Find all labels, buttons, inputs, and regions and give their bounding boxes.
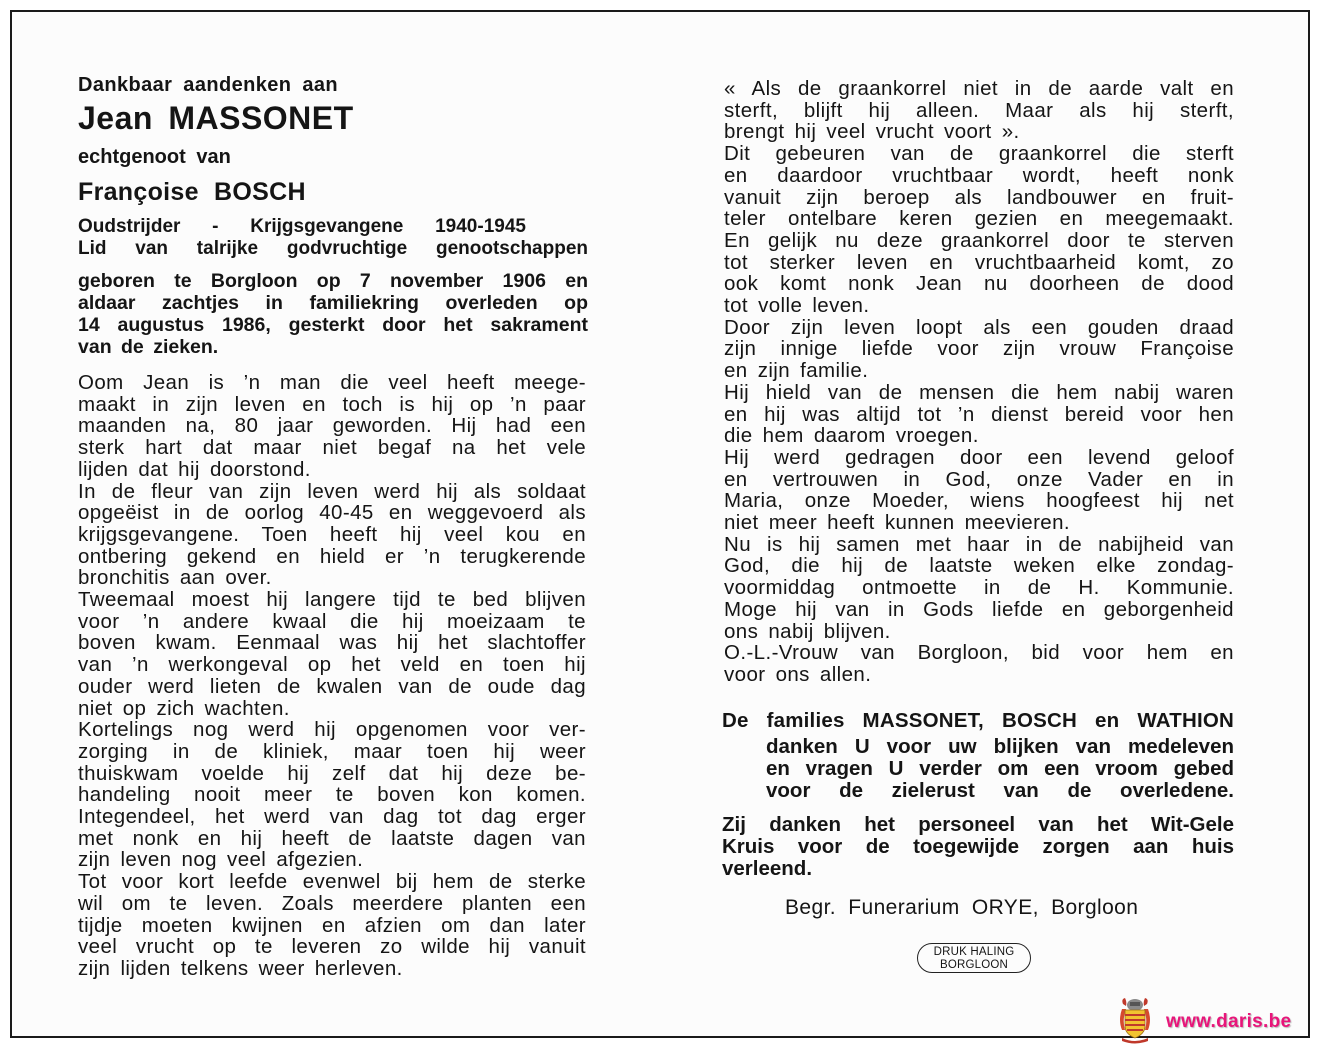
paragraph-line: voor ons allen. (724, 662, 872, 686)
paragraph (724, 534, 1234, 643)
paragraph-line: sterft, blijft hij alleen. Maar als hij sterft, (724, 98, 1234, 122)
paragraph-line: ouder werd lieten de kwalen van de oude dag (78, 674, 586, 698)
paragraph-line: voor ’n andere kwaal die hij moeizaam te (78, 609, 586, 633)
paragraph-line: niet meer heeft kunnen meevieren. (724, 511, 1070, 535)
paragraph-line: zijn lijden telkens weer herleven. (78, 956, 403, 980)
printer-stamp-line: DRUK HALING (933, 946, 1015, 958)
paragraph-line: Door zijn leven loopt als een gouden draad (724, 315, 1234, 339)
families-thanks (766, 736, 1234, 802)
title-years: 1940-1945 (435, 216, 526, 237)
paragraph-line: wil om te leven. Zoals meerdere planten een (78, 891, 586, 915)
paragraph-line: ons nabij blijven. (724, 619, 891, 643)
paragraph-line: vanuit zijn beroep als landbouwer en fruit- (724, 185, 1234, 209)
thanks-block (722, 708, 1234, 880)
paragraph-line: boven kwam. Eenmaal was hij het slachtoffer (78, 631, 586, 655)
title-dash: - (212, 216, 219, 237)
life-dates-line: aldaar zachtjes in familiekring overleden op (78, 292, 588, 314)
printer-stamp-line: BORGLOON (939, 958, 1009, 971)
paragraph-line: Tot voor kort leefde evenwel bij hem de sterke (78, 870, 586, 894)
intro-line: Dankbaar aandenken aan (78, 74, 339, 96)
title-societies: Lid van talrijke godvruchtige genootschappen (78, 238, 588, 259)
coat-of-arms-icon (1118, 996, 1152, 1044)
paragraph-line: voormiddag ontmoette in de H. Kommunie. (724, 576, 1234, 600)
paragraph-line: bronchitis aan over. (78, 566, 272, 590)
paragraph (78, 871, 586, 980)
families-thanks-line: voor de zielerust van de overledene. (766, 779, 1234, 802)
paragraph (78, 372, 586, 481)
title-veteran: Oudstrijder (78, 216, 181, 237)
life-dates (78, 270, 588, 358)
paragraph-line: God, die hij de laatste weken elke zondag- (724, 554, 1234, 578)
watermark (1118, 996, 1152, 1044)
paragraph-line: Kortelings nog werd hij opgenomen voor ver- (78, 718, 586, 742)
paragraph-line: maakt in zijn leven en toch is hij op ’n paar (78, 392, 586, 416)
deceased-name: Jean MASSONET (78, 100, 354, 136)
staff-thanks-line: verleend. (722, 857, 813, 880)
paragraph (78, 719, 586, 871)
paragraph-line: zorging in de kliniek, maar toen hij weer (78, 739, 586, 763)
paragraph-line: Maria, onze Moeder, wiens hoogfeest hij net (724, 489, 1234, 513)
paragraph-line: « Als de graankorrel niet in de aarde valt en (724, 77, 1234, 100)
paragraph (724, 642, 1234, 685)
paragraph-line: en vertrouwen in God, onze Vader en in (724, 467, 1234, 491)
paragraph-line: zijn leven nog veel afgezien. (78, 848, 364, 872)
paragraph-line: teler ontelbare keren gezien en meegemaakt. (724, 207, 1234, 231)
watermark-url: www.daris.be (1166, 1011, 1292, 1032)
paragraph-line: ontbering gekend en hield er ’n terugkerende (78, 544, 586, 568)
paragraph (724, 143, 1234, 317)
paragraph-line: Oom Jean is ’n man die veel heeft meege- (78, 371, 586, 394)
spouse-label: echtgenoot van (78, 146, 231, 168)
funeral-home: Begr. Funerarium ORYE, Borgloon (785, 896, 1139, 919)
spouse-name: Françoise BOSCH (78, 178, 306, 206)
paragraph (78, 481, 586, 590)
paragraph-line: met nonk en hij heeft de laatste dagen van (78, 826, 586, 850)
paragraph-line: ook komt nonk Jean nu doorheen de dood (724, 272, 1234, 296)
families-thanks-line: en vragen U verder om een vroom gebed (766, 757, 1234, 780)
paragraph-line: opgeëist in de oorlog 40-45 en weggevoerd als (78, 501, 586, 525)
paragraph-line: handeling nooit meer te boven kon komen. (78, 783, 586, 807)
titles-block (78, 216, 588, 260)
paragraph (78, 589, 586, 719)
paragraph-line: en hij was altijd tot ’n dienst bereid voor hen (724, 402, 1234, 426)
paragraph-line: veel vrucht op te leveren zo wilde hij vanuit (78, 935, 586, 959)
paragraph-line: Tweemaal moest hij langere tijd te bed blijven (78, 588, 586, 612)
paragraph-line: en zijn familie. (724, 359, 869, 383)
paragraph-line: tijdje moeten kwijnen en afzien om dan later (78, 913, 586, 937)
paragraph-line: maanden na, 80 jaar geworden. Hij had een (78, 414, 586, 438)
staff-thanks (722, 814, 1234, 880)
paragraph-line: Integendeel, het werd van dag tot dag erger (78, 805, 586, 829)
printer-stamp (917, 943, 1031, 973)
families-line: De families MASSONET, BOSCH en WATHION (722, 709, 1234, 732)
paragraph-line: En gelijk nu deze graankorrel door te sterven (724, 228, 1234, 252)
paragraph-line: zijn innige liefde voor zijn vrouw Françoise (724, 337, 1234, 361)
right-page (724, 78, 1236, 686)
paragraph (724, 317, 1234, 382)
right-body-text (724, 78, 1234, 686)
paragraph-line: tot volle leven. (724, 294, 870, 318)
paragraph-line: thuiskwam voelde hij zelf dat hij deze be- (78, 761, 586, 785)
left-page (78, 72, 588, 980)
title-row-veteran (78, 216, 526, 238)
paragraph-line: die hem daarom vroegen. (724, 424, 979, 448)
paragraph (724, 78, 1234, 143)
paragraph-line: brengt hij veel vrucht voort ». (724, 120, 1020, 144)
life-dates-line: van de zieken. (78, 336, 219, 358)
paragraph-line: Nu is hij samen met haar in de nabijheid van (724, 532, 1234, 556)
paragraph-line: lijden dat hij doorstond. (78, 457, 311, 481)
paragraph-line: en daardoor vruchtbaar wordt, heeft nonk (724, 163, 1234, 187)
paragraph-line: niet op zich wachten. (78, 696, 290, 720)
paragraph-line: sterk hart dat maar niet begaf na het vele (78, 436, 586, 460)
paragraph-line: Dit gebeuren van de graankorrel die sterft (724, 142, 1234, 166)
staff-thanks-line: Kruis voor de toegewijde zorgen aan huis (722, 835, 1234, 858)
left-body-text (78, 372, 586, 980)
paragraph-line: van ’n werkongeval op het veld en toen hij (78, 653, 586, 677)
paragraph (724, 447, 1234, 534)
paragraph-line: O.-L.-Vrouw van Borgloon, bid voor hem en (724, 641, 1234, 665)
paragraph-line: Moge hij van in Gods liefde en geborgenheid (724, 597, 1234, 621)
paragraph-line: krijgsgevangene. Toen heeft hij veel kou en (78, 522, 586, 546)
paragraph-line: tot sterker leven en vruchtbaarheid komt, zo (724, 250, 1234, 274)
paragraph-line: In de fleur van zijn leven werd hij als soldaat (78, 479, 586, 503)
title-pow: Krijgsgevangene (250, 216, 404, 237)
life-dates-line: 14 augustus 1986, gesterkt door het sakrament (78, 314, 588, 336)
families-thanks-line: danken U voor uw blijken van medeleven (766, 735, 1234, 758)
paragraph-line: Hij hield van de mensen die hem nabij waren (724, 380, 1234, 404)
paragraph-line: Hij werd gedragen door een levend geloof (724, 445, 1234, 469)
life-dates-line: geboren te Borgloon op 7 november 1906 en (78, 270, 588, 292)
paragraph (724, 382, 1234, 447)
staff-thanks-line: Zij danken het personeel van het Wit-Gele (722, 813, 1234, 836)
